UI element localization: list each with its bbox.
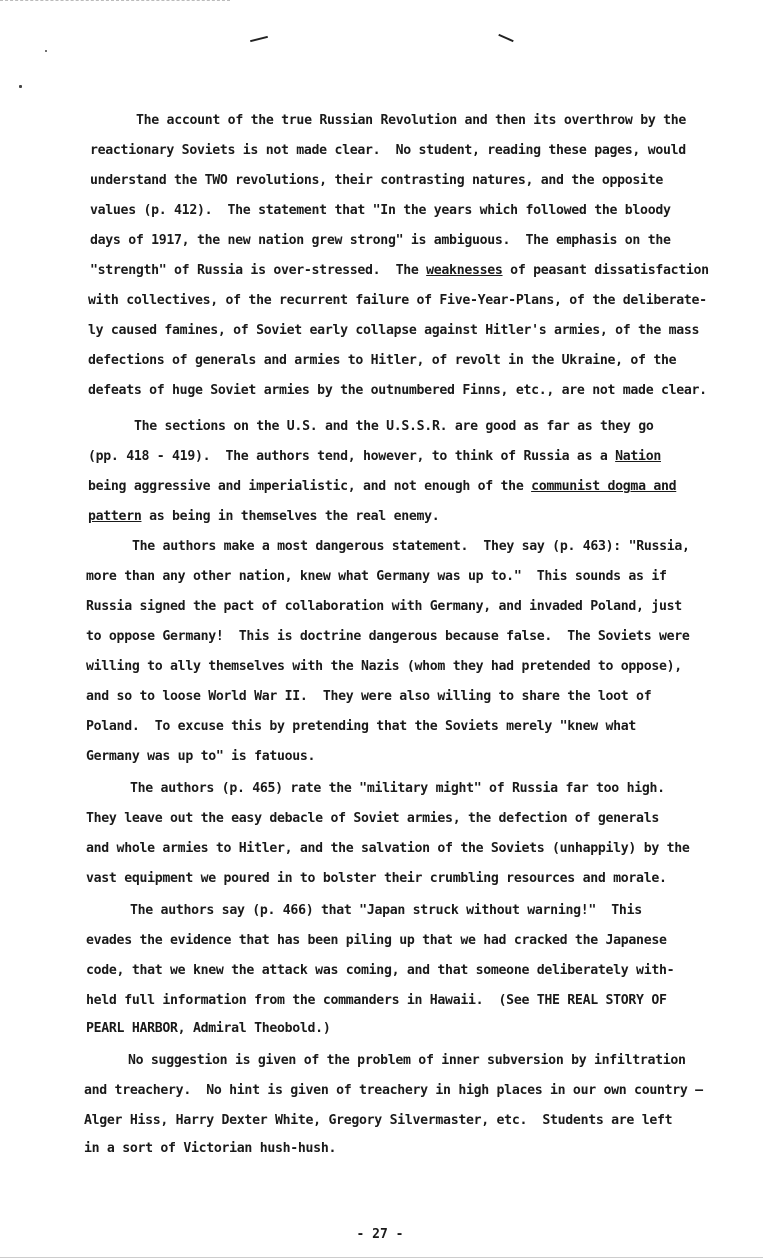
scan-speck — [45, 50, 47, 52]
underlined-word: Nation — [615, 449, 661, 464]
text-line: defections of generals and armies to Hitler, of revolt in the Ukraine, of the — [88, 353, 677, 368]
text-span: "strength" of Russia is over-stressed. The — [90, 263, 427, 278]
text-line: defeats of huge Soviet armies by the outnumbered Finns, etc., are not made clear. — [88, 383, 707, 398]
text-line: values (p. 412). The statement that "In the years which followed the bloody — [90, 203, 671, 218]
underlined-word: weaknesses — [426, 263, 503, 278]
underlined-word: pattern — [88, 509, 142, 524]
text-line: Germany was up to" is fatuous. — [86, 749, 316, 764]
pen-stroke — [498, 34, 513, 42]
text-line: held full information from the commanders in Hawaii. (See THE REAL STORY OF — [86, 993, 667, 1008]
text-line: and treachery. No hint is given of treachery in high places in our own country — — [84, 1083, 703, 1098]
text-line: The sections on the U.S. and the U.S.S.R. are good as far as they go — [134, 419, 654, 434]
scan-speck — [19, 85, 22, 88]
text-line: evades the evidence that has been piling up that we had cracked the Japanese — [86, 933, 667, 948]
text-line: to oppose Germany! This is doctrine dangerous because false. The Soviets were — [86, 629, 690, 644]
text-line: The authors say (p. 466) that "Japan struck without warning!" This — [130, 903, 642, 918]
text-line — [88, 478, 676, 496]
text-line: reactionary Soviets is not made clear. No student, reading these pages, would — [90, 143, 686, 158]
pen-stroke — [250, 36, 268, 42]
text-line: The account of the true Russian Revolution and then its overthrow by the — [136, 113, 687, 128]
text-span: being aggressive and imperialistic, and not enough of the — [88, 479, 532, 494]
text-line: The authors make a most dangerous statement. They say (p. 463): "Russia, — [132, 539, 690, 554]
text-line: days of 1917, the new nation grew strong" is ambiguous. The emphasis on the — [90, 233, 671, 248]
text-span: (pp. 418 - 419). The authors tend, however, to think of Russia as a — [88, 449, 616, 464]
text-line: Alger Hiss, Harry Dexter White, Gregory Silvermaster, etc. Students are left — [84, 1113, 673, 1128]
text-line: and whole armies to Hitler, and the salvation of the Soviets (unhappily) by the — [86, 841, 690, 856]
text-line: more than any other nation, knew what Germany was up to." This sounds as if — [86, 569, 667, 584]
page-number: - 27 - — [356, 1227, 404, 1242]
text-line: PEARL HARBOR, Admiral Theobold.) — [86, 1021, 331, 1036]
text-line: with collectives, of the recurrent failure of Five-Year-Plans, of the deliberate- — [88, 293, 707, 308]
text-line — [90, 262, 709, 280]
text-line: willing to ally themselves with the Nazis (whom they had pretended to oppose), — [86, 659, 682, 674]
underlined-phrase: communist dogma and — [531, 479, 677, 494]
text-line: code, that we knew the attack was coming, and that someone deliberately with- — [86, 963, 675, 978]
text-line — [88, 448, 661, 466]
text-span: as being in themselves the real enemy. — [141, 509, 440, 524]
top-edge-dashes — [0, 0, 230, 3]
text-line — [88, 508, 439, 526]
bottom-rule — [0, 1257, 763, 1258]
text-line: ly caused famines, of Soviet early collapse against Hitler's armies, of the mass — [88, 323, 700, 338]
text-line: Poland. To excuse this by pretending that the Soviets merely "knew what — [86, 719, 637, 734]
text-line: and so to loose World War II. They were also willing to share the loot of — [86, 689, 652, 704]
text-line: vast equipment we poured in to bolster their crumbling resources and morale. — [86, 871, 667, 886]
text-line: The authors (p. 465) rate the "military might" of Russia far too high. — [130, 781, 665, 796]
text-line: They leave out the easy debacle of Soviet armies, the defection of generals — [86, 811, 659, 826]
text-line: understand the TWO revolutions, their contrasting natures, and the opposite — [90, 173, 663, 188]
text-line: Russia signed the pact of collaboration with Germany, and invaded Poland, just — [86, 599, 682, 614]
text-span: of peasant dissatisfaction — [502, 263, 709, 278]
text-line: No suggestion is given of the problem of inner subversion by infiltration — [128, 1053, 686, 1068]
text-line: in a sort of Victorian hush-hush. — [84, 1141, 337, 1156]
